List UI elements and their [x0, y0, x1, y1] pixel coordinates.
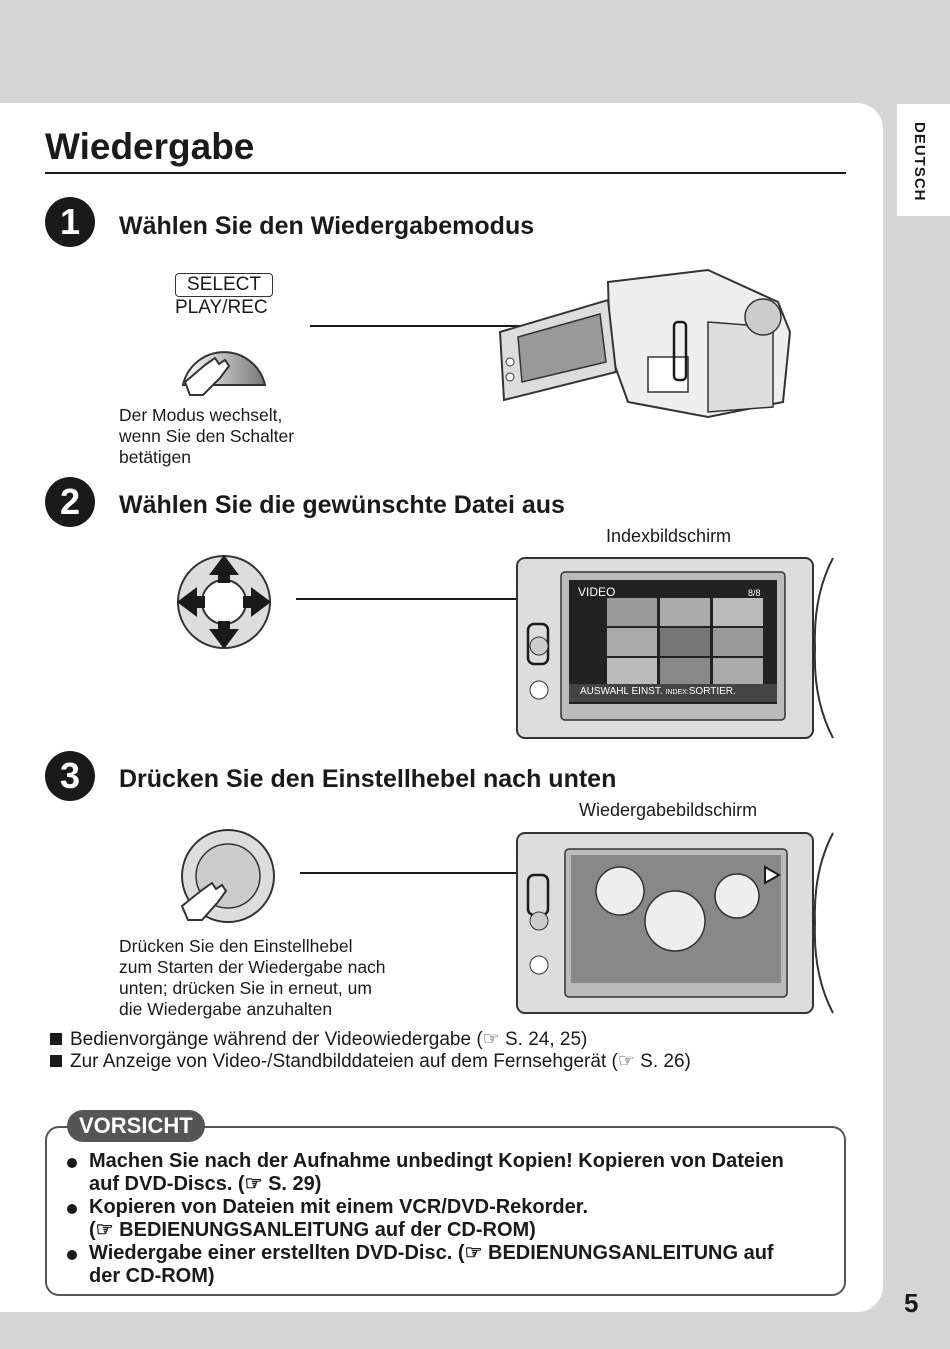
page-number: 5: [904, 1288, 919, 1318]
caption-line: die Wiedergabe anzuhalten: [119, 999, 333, 1019]
caution-line: der CD-ROM): [89, 1265, 215, 1287]
caution-line: [89, 1173, 827, 1196]
step-1-title: Wählen Sie den Wiedergabemodus: [119, 212, 535, 240]
caption-line: Drücken Sie den Einstellhebel: [119, 936, 353, 956]
note-ref[interactable]: S. 24, 25): [505, 1029, 588, 1050]
caution-ref[interactable]: BEDIENUNGSANLEITUNG auf der CD-ROM): [119, 1219, 536, 1241]
caution-text: Wiedergabe einer erstellten DVD-Disc. (: [89, 1242, 465, 1264]
index-video-label: VIDEO: [578, 585, 616, 599]
playback-screen-label: Wiedergabebildschirm: [579, 800, 758, 820]
caption-line: Der Modus wechselt,: [119, 405, 283, 425]
caution-item: [67, 1150, 827, 1196]
page-reference-icon: ☞: [464, 1242, 483, 1264]
index-footer: [580, 686, 736, 697]
index-count: 8/8: [748, 588, 761, 598]
note-tv-display: [50, 1050, 691, 1073]
step-3-leader-line: [300, 872, 543, 874]
caution-heading: VORSICHT: [67, 1110, 205, 1142]
lcd-monitor-playback: [515, 831, 840, 1015]
page-reference-icon: ☞: [617, 1051, 635, 1072]
square-bullet-icon: [50, 1055, 62, 1067]
caution-ref[interactable]: BEDIENUNGSANLEITUNG auf: [488, 1242, 774, 1264]
step-1-caption: [119, 405, 294, 468]
step-2-title: Wählen Sie die gewünschte Datei aus: [119, 491, 565, 519]
footer-select: AUSWAHL: [580, 686, 629, 697]
caution-box: [45, 1126, 846, 1296]
step-3-caption: [119, 936, 386, 1020]
footer-sort: SORTIER.: [688, 686, 736, 697]
step-1-number: 1: [45, 197, 95, 247]
play-rec-label: PLAY/REC: [175, 297, 268, 318]
step-3-number: 3: [45, 751, 95, 801]
step-2-number: 2: [45, 477, 95, 527]
square-bullet-icon: [50, 1033, 62, 1045]
page-reference-icon: ☞: [244, 1173, 263, 1195]
play-rec-switch-icon: [175, 320, 275, 400]
set-lever-press-icon: [180, 828, 276, 924]
index-screen-label: Indexbildschirm: [606, 526, 732, 546]
set-lever-four-way-icon: [175, 553, 273, 651]
caution-line: Kopieren von Dateien mit einem VCR/DVD-Rekorder.: [89, 1196, 589, 1218]
page-reference-icon: ☞: [95, 1219, 114, 1241]
caption-line: betätigen: [119, 447, 192, 467]
footer-set: EINST.: [631, 686, 663, 697]
caution-item: [67, 1196, 827, 1242]
caution-item: [67, 1242, 827, 1288]
step-2-leader-line: [296, 598, 541, 600]
caution-line: Machen Sie nach der Aufnahme unbedingt Kopien! Kopieren von Dateien: [89, 1150, 784, 1172]
select-button-label: SELECT: [175, 273, 273, 297]
caution-text: auf DVD-Discs. (: [89, 1173, 245, 1195]
caution-line: [89, 1219, 827, 1242]
caption-line: zum Starten der Wiedergabe nach: [119, 957, 386, 977]
caution-ref[interactable]: S. 29): [268, 1173, 322, 1195]
caption-line: unten; drücken Sie in erneut, um: [119, 978, 372, 998]
note-text: Zur Anzeige von Video-/Standbilddateien auf dem Fernsehgerät (: [70, 1051, 618, 1072]
language-tab[interactable]: [897, 104, 950, 216]
bullet-dot-icon: [67, 1204, 77, 1214]
title-rule: [45, 172, 846, 174]
footer-index: INDEX:: [665, 689, 689, 696]
note-text: Bedienvorgänge während der Videowiedergabe (: [70, 1029, 483, 1050]
caption-line: wenn Sie den Schalter: [119, 426, 295, 446]
bullet-dot-icon: [67, 1250, 77, 1260]
lcd-monitor-index: [515, 556, 840, 740]
step-3-title: Drücken Sie den Einstellhebel nach unten: [119, 765, 617, 793]
bullet-dot-icon: [67, 1158, 77, 1168]
caution-text: (: [89, 1219, 96, 1241]
language-tab-label: DEUTSCH: [911, 122, 928, 202]
note-ref[interactable]: S. 26): [640, 1051, 691, 1072]
page-reference-icon: ☞: [482, 1029, 500, 1050]
camcorder-illustration: [498, 262, 798, 422]
note-playback-operations: [50, 1028, 587, 1051]
page-title: Wiedergabe: [45, 126, 255, 167]
caution-line: [89, 1242, 827, 1265]
